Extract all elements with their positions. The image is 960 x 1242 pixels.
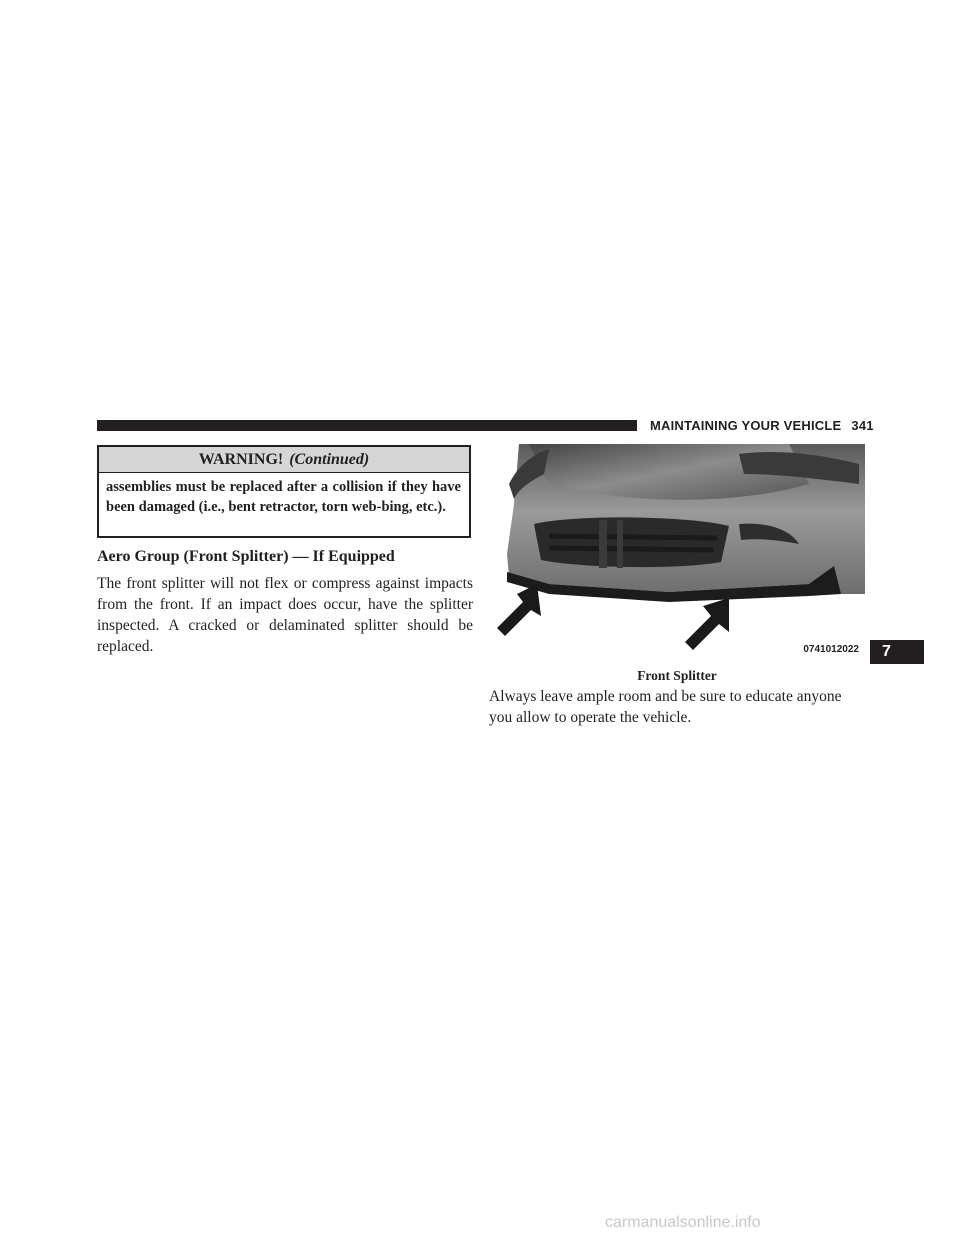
right-paragraph: Always leave ample room and be sure to educate anyone you allow to operate the vehicle.: [489, 688, 842, 726]
figure-id: 0741012022: [803, 644, 859, 655]
warning-title: [99, 447, 469, 473]
chapter-tab: 7: [870, 640, 924, 664]
body-paragraph: The front splitter will not flex or compress against impacts from the front. If an impact does occur, have the splitter inspected. A cracked or delaminated splitter should be replaced.: [97, 575, 473, 655]
header-section-title: MAINTAINING YOUR VEHICLE: [650, 418, 842, 433]
warning-box: [97, 445, 471, 538]
watermark: carmanualsonline.info: [605, 1214, 761, 1231]
warning-continued: (Continued): [289, 451, 370, 468]
warning-text: assemblies must be replaced after a collision if they have been damaged (i.e., bent retractor, torn web-bing, etc.).: [106, 479, 461, 515]
running-header: [650, 418, 874, 433]
car-front-illustration: [489, 444, 865, 666]
header-rule: [97, 420, 637, 431]
front-splitter-figure: [489, 444, 865, 666]
figure-caption: Front Splitter: [637, 668, 717, 683]
section-heading: Aero Group (Front Splitter) — If Equipped: [97, 548, 395, 565]
page-number: 341: [851, 418, 874, 433]
warning-label: WARNING!: [198, 451, 284, 468]
